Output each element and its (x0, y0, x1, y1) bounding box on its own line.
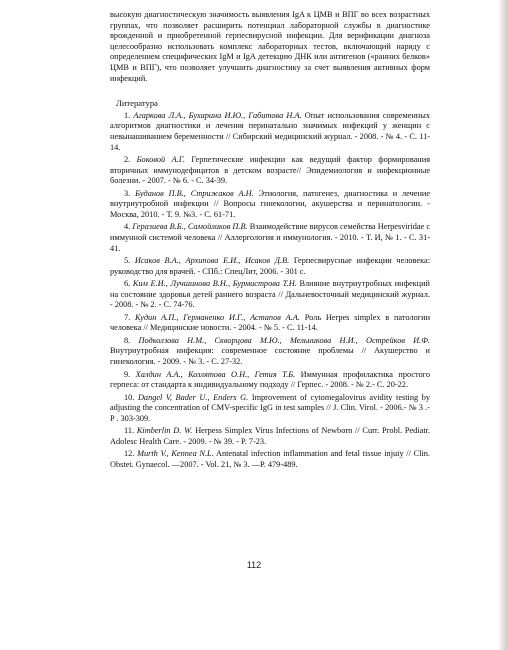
intro-text: высокую диагностическую значимость выявления IgA к ЦМВ и ВПГ во всех возрастных группах, что позволяет расширить потенциал лабораторной службы в диагностике врожденной и приобретенной герпесвирусной инфекции. Для верификации диагноза целесообразно использовать комплекс лабораторных тестов, включающий наряду с определением специфических IgM и IgA детекцию ДНК или антигенов («ранних белков» ЦМВ и ВПГ), что позволяет улучшить диагностику за счет выявления активных форм инфекций. (110, 10, 430, 83)
reference-item (110, 370, 430, 391)
reference-text: Взаимодействие вирусов семейства Herpesviridae с иммунной системой человека // Аллергология и иммунология. - 2010. - Т. И, № 1. - С. 31-41. (110, 222, 431, 253)
reference-number: 1. (124, 110, 131, 120)
reference-text: Опыт использования современных алгоритмов диагностики и лечения перинатально значимых инфекций у женщин с невынашиванием беременности // Сибирский медицинский журнал. - 2008. - № 4. - С. 11-14. (110, 110, 430, 152)
reference-authors: Буданов П.В., Стрижаков А.Н. (135, 188, 254, 198)
references-heading: Литература (116, 98, 158, 109)
reference-item (110, 189, 430, 221)
references-list (110, 111, 430, 471)
reference-authors: Халдин А.А., Козлятова О.Н., Гетия Т.Б. (135, 369, 296, 379)
reference-text: Этиология, патогенез, диагностика и лечение внутриутробной инфекции // Вопросы гинекологии, акушерства и перинатологии. - Москва, 2010. - Т. 9. №3. - С. 61-71. (110, 188, 431, 219)
reference-authors: Геразиева В.Б., Самойликов П.В. (132, 222, 248, 232)
reference-item (110, 279, 430, 311)
reference-number: 2. (124, 155, 131, 165)
reference-item (110, 222, 430, 254)
reference-number: 7. (124, 312, 131, 322)
reference-authors: Murth V., Kennea N.L. (137, 449, 214, 459)
reference-item (110, 256, 430, 277)
reference-item (110, 313, 430, 334)
reference-text: Герпетические инфекции как ведущий фактор формирования вторичных иммунодефицитов в детском возрасте// Эпидемиология и инфекционные болезни. - 2007. - № 6. - С. 34-39. (110, 155, 431, 186)
reference-number: 8. (124, 335, 131, 345)
reference-authors: Кудин А.П., Германенко И.Г., Астапов А.А. (135, 312, 300, 322)
reference-number: 12. (124, 449, 135, 459)
reference-authors: Агаркова Л.А., Бухарина И.Ю., Габитова Н.А. (133, 110, 302, 120)
document-page (110, 10, 430, 472)
reference-item (110, 111, 430, 153)
reference-authors: Подколзова Н.М., Скворцова М.Ю., Мельникова Н.И., Острейков И.Ф. (138, 335, 430, 345)
reference-item (110, 393, 430, 425)
reference-item (110, 155, 430, 187)
reference-text: Влияние внутриутробных инфекций на состояние здоровья детей раннего возраста // Дальневосточный медицинский журнал. - 2008. - № 2. - С. 74-76. (110, 279, 430, 310)
reference-item (110, 336, 430, 368)
reference-number: 9. (124, 369, 131, 379)
reference-number: 3. (124, 188, 131, 198)
reference-authors: Исаков В.А., Архипова Е.И., Исаков Д.В. (134, 256, 290, 266)
reference-number: 10. (124, 392, 135, 402)
page-edge-shadow (498, 0, 508, 650)
reference-number: 5. (124, 256, 131, 266)
reference-number: 6. (124, 279, 131, 289)
reference-text: Внутриутробная инфекция: современное состояние проблемы // Акушерство и гинекология. - 2009. - № 3. - С. 27-32. (110, 346, 430, 367)
reference-text: Роль Herpes simplex в патологии человека // Медицинские новости. - 2004. - № 5. - С. 11-14. (110, 312, 431, 333)
reference-text: Herpess Simplex Virus Infections of Newborn // Curr. Probl. Pediatr. Adolesc Health Care. - 2009. - № 39. - P. 7-23. (110, 426, 430, 446)
reference-authors: Kimberlin D. W. (136, 426, 193, 436)
reference-authors: Боковой А.Г. (136, 155, 185, 165)
reference-item (110, 449, 430, 470)
reference-text: Иммунная профилактика простого герпеса: от стандарта к индивидуальному подходу // Герпес. - 2008. - № 2.- С. 20-22. (110, 369, 431, 390)
intro-paragraph (110, 10, 430, 84)
reference-text: Герпесвирусные инфекции человека: руководство для врачей. - СПб.: СпецЛит, 2006. - 301 с. (110, 256, 431, 276)
reference-authors: Ким Е.И., Лучшинова В.Н., Бурмистрова Т.Н. (132, 279, 297, 289)
page-number: 112 (246, 560, 262, 570)
reference-number: 11. (124, 426, 135, 436)
reference-authors: Dangel V, Bader U., Enders G. (137, 392, 249, 402)
reference-text: Improvement of cytomegalovirus avidity testing by adjusting the concentration of CMV-specific IgG in test samples // J. Clin. Virol. - 2006.- № 3 .- P . 303-309. (110, 392, 430, 423)
reference-text: Antenatal infection inflammation and fetal tissue injuiy // Clin. Obstet. Gynaecol. —2007. - Vol. 21, № 3. —P. 479-489. (110, 449, 430, 469)
reference-number: 4. (124, 222, 131, 232)
reference-item (110, 426, 430, 447)
